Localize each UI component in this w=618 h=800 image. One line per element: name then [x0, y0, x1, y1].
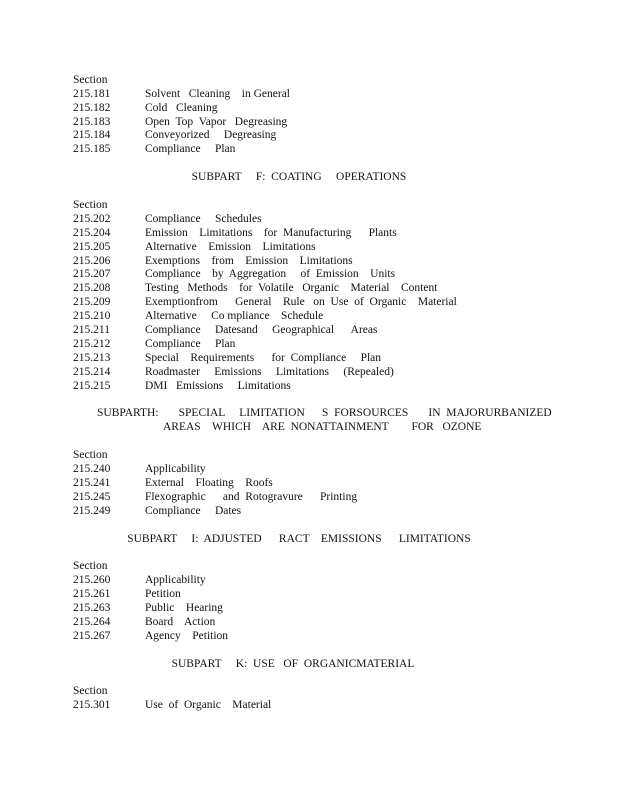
section-number: 215.182 — [73, 102, 111, 114]
section-number: 215.206 — [73, 255, 111, 267]
section-label: Section — [73, 685, 108, 697]
section-title: External Floating Roofs — [145, 477, 273, 489]
subpart-heading: SUBPARTH: SPECIAL LIMITATION S FORSOURCES IN MAJORURBANIZED — [97, 407, 552, 419]
section-number: 215.260 — [73, 574, 111, 586]
section-title: Compliance Datesand Geographical Areas — [145, 324, 378, 336]
section-number: 215.204 — [73, 227, 111, 239]
section-number: 215.245 — [73, 491, 111, 503]
section-number: 215.263 — [73, 602, 111, 614]
subpart-heading: SUBPART F: COATING OPERATIONS — [191, 171, 407, 183]
section-title: Applicability — [145, 574, 206, 586]
section-number: 215.184 — [73, 129, 111, 141]
section-label: Section — [73, 199, 108, 211]
section-number: 215.209 — [73, 296, 111, 308]
section-number: 215.208 — [73, 282, 111, 294]
section-title: Roadmaster Emissions Limitations (Repealed) — [145, 366, 394, 378]
section-number: 215.261 — [73, 588, 111, 600]
section-title: Compliance Plan — [145, 338, 236, 350]
section-number: 215.212 — [73, 338, 111, 350]
section-title: Testing Methods for Volatile Organic Material Content — [145, 282, 438, 294]
section-number: 215.301 — [73, 699, 111, 711]
section-title: Compliance by Aggregation of Emission Units — [145, 268, 396, 280]
section-label: Section — [73, 560, 108, 572]
section-title: Board Action — [145, 616, 216, 628]
section-title: Cold Cleaning — [145, 102, 218, 114]
section-title: Agency Petition — [145, 630, 229, 642]
section-number: 215.264 — [73, 616, 111, 628]
section-number: 215.202 — [73, 213, 111, 225]
section-title: Emission Limitations for Manufacturing Plants — [145, 227, 397, 239]
section-number: 215.240 — [73, 463, 111, 475]
section-number: 215.241 — [73, 477, 111, 489]
section-title: Solvent Cleaning in General — [145, 88, 290, 100]
section-number: 215.213 — [73, 352, 111, 364]
section-title: Compliance Plan — [145, 143, 236, 155]
section-title: Compliance Schedules — [145, 213, 262, 225]
subpart-heading-continued: AREAS WHICH ARE NONATTAINMENT FOR OZONE — [163, 421, 482, 433]
section-number: 215.207 — [73, 268, 111, 280]
section-title: Petition — [145, 588, 181, 600]
section-title: DMI Emissions Limitations — [145, 380, 291, 392]
section-number: 215.205 — [73, 241, 111, 253]
section-number: 215.185 — [73, 143, 111, 155]
section-number: 215.215 — [73, 380, 111, 392]
section-number: 215.249 — [73, 505, 111, 517]
section-label: Section — [73, 449, 108, 461]
section-title: Use of Organic Material — [145, 699, 272, 711]
section-number: 215.183 — [73, 116, 111, 128]
section-title: Compliance Dates — [145, 505, 242, 517]
section-number: 215.267 — [73, 630, 111, 642]
section-title: Alternative Co mpliance Schedule — [145, 310, 324, 322]
section-number: 215.211 — [73, 324, 110, 336]
section-title: Conveyorized Degreasing — [145, 129, 277, 141]
section-title: Exemptions from Emission Limitations — [145, 255, 353, 267]
section-title: Open Top Vapor Degreasing — [145, 116, 288, 128]
section-number: 215.181 — [73, 88, 111, 100]
section-title: Special Requirements for Compliance Plan — [145, 352, 382, 364]
section-title: Applicability — [145, 463, 206, 475]
section-number: 215.214 — [73, 366, 111, 378]
section-title: Alternative Emission Limitations — [145, 241, 316, 253]
subpart-heading: SUBPART I: ADJUSTED RACT EMISSIONS LIMITATIONS — [127, 533, 471, 545]
section-title: Exemptionfrom General Rule on Use of Organic Material — [145, 296, 457, 308]
section-title: Public Hearing — [145, 602, 223, 614]
section-number: 215.210 — [73, 310, 111, 322]
subpart-heading: SUBPART K: USE OF ORGANICMATERIAL — [171, 658, 415, 670]
section-title: Flexographic and Rotogravure Printing — [145, 491, 358, 503]
section-label: Section — [73, 74, 108, 86]
